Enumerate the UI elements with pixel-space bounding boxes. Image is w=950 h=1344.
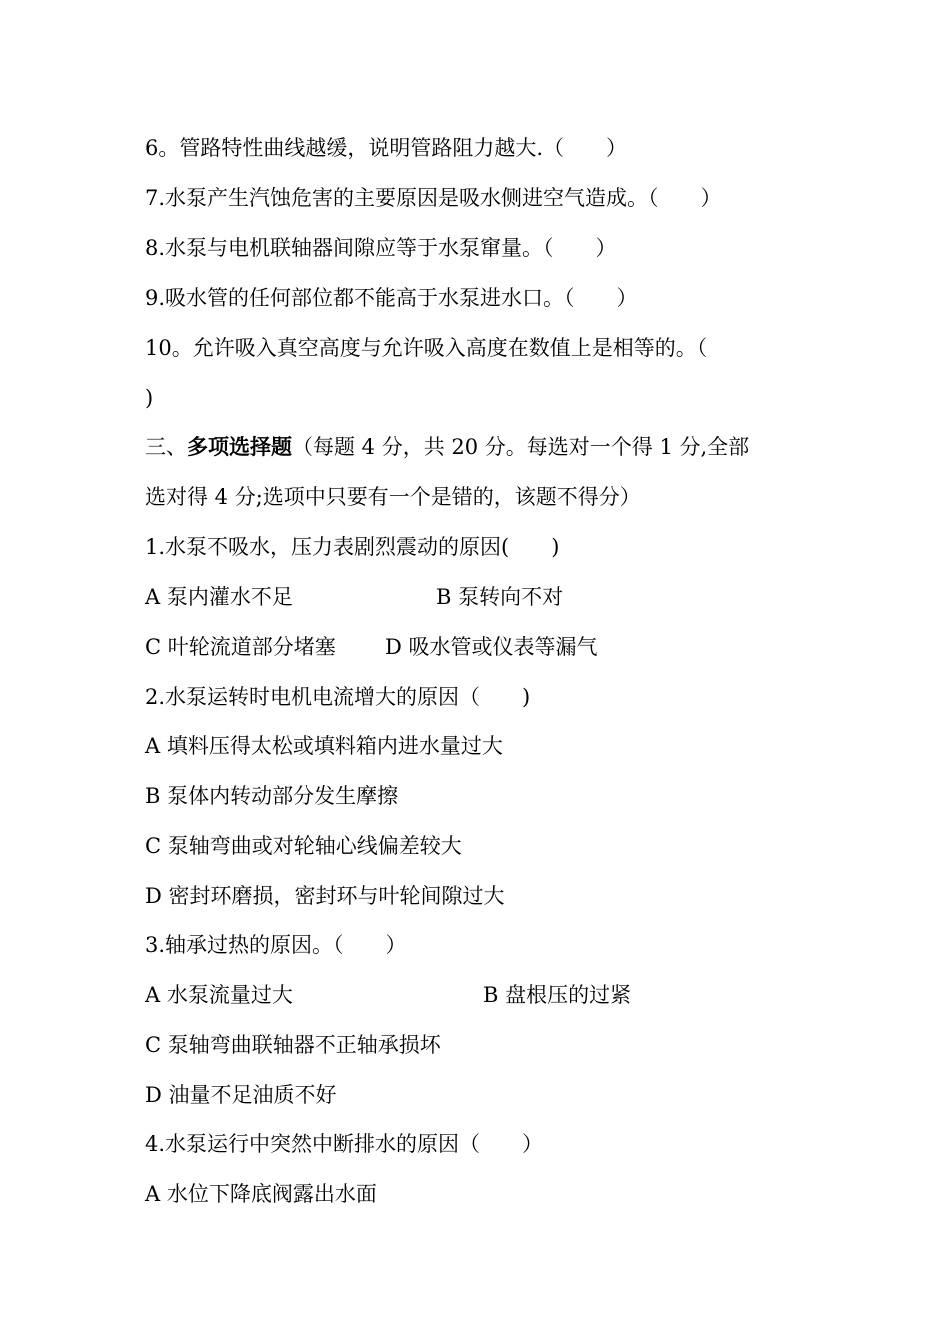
section-title: 多项选择题 [187,434,292,459]
question-1-options-cd [145,633,598,661]
section-note: （每题 4 分，共 20 分。每选对一个得 1 分,全部 [292,435,750,459]
section-note-line2: 选对得 4 分;选项中只要有一个是错的，该题不得分） [145,485,641,509]
judgement-question-6: 6。管路特性曲线越缓，说明管路阻力越大.（ ） [145,136,628,160]
question-2-option-a: A 填料压得太松或填料箱内进水量过大 [145,734,503,758]
question-1-stem: 1.水泵不吸水，压力表剧烈震动的原因( ) [145,535,560,559]
question-4-stem: 4.水泵运行中突然中断排水的原因（ ） [145,1132,544,1156]
judgement-question-10-line1: 10。允许吸入真空高度与允许吸入高度在数值上是相等的。（ [145,336,708,360]
question-1-option-a: A 泵内灌水不足 [145,585,293,609]
section-number: 三、 [145,435,187,459]
question-1-option-c: C 叶轮流道部分堵塞 [145,635,336,659]
judgement-question-8: 8.水泵与电机联轴器间隙应等于水泵窜量。（ ） [145,236,617,260]
question-3-option-a: A 水泵流量过大 [145,983,293,1007]
question-2-option-d: D 密封环磨损，密封环与叶轮间隙过大 [145,884,505,908]
question-2-option-b: B 泵体内转动部分发生摩擦 [145,784,399,808]
question-1-option-b: B 泵转向不对 [436,585,564,609]
judgement-question-9: 9.吸水管的任何部位都不能高于水泵进水口。（ ） [145,286,638,310]
question-3-stem: 3.轴承过热的原因。（ ） [145,933,407,957]
question-2-stem: 2.水泵运转时电机电流增大的原因（ ) [145,685,531,709]
judgement-question-10-line2: ) [145,386,154,410]
question-3-option-c: C 泵轴弯曲联轴器不正轴承损坏 [145,1033,441,1057]
question-4-option-a: A 水位下降底阀露出水面 [145,1182,377,1206]
question-3-option-b: B 盘根压的过紧 [483,983,632,1007]
question-3-options-ab [145,981,632,1009]
question-3-option-d: D 油量不足油质不好 [145,1083,337,1107]
question-1-option-d: D 吸水管或仪表等漏气 [385,635,598,659]
section-heading [145,433,749,461]
question-2-option-c: C 泵轴弯曲或对轮轴心线偏差较大 [145,834,462,858]
question-1-options-ab [145,583,564,611]
judgement-question-7: 7.水泵产生汽蚀危害的主要原因是吸水侧进空气造成。（ ） [145,186,722,210]
